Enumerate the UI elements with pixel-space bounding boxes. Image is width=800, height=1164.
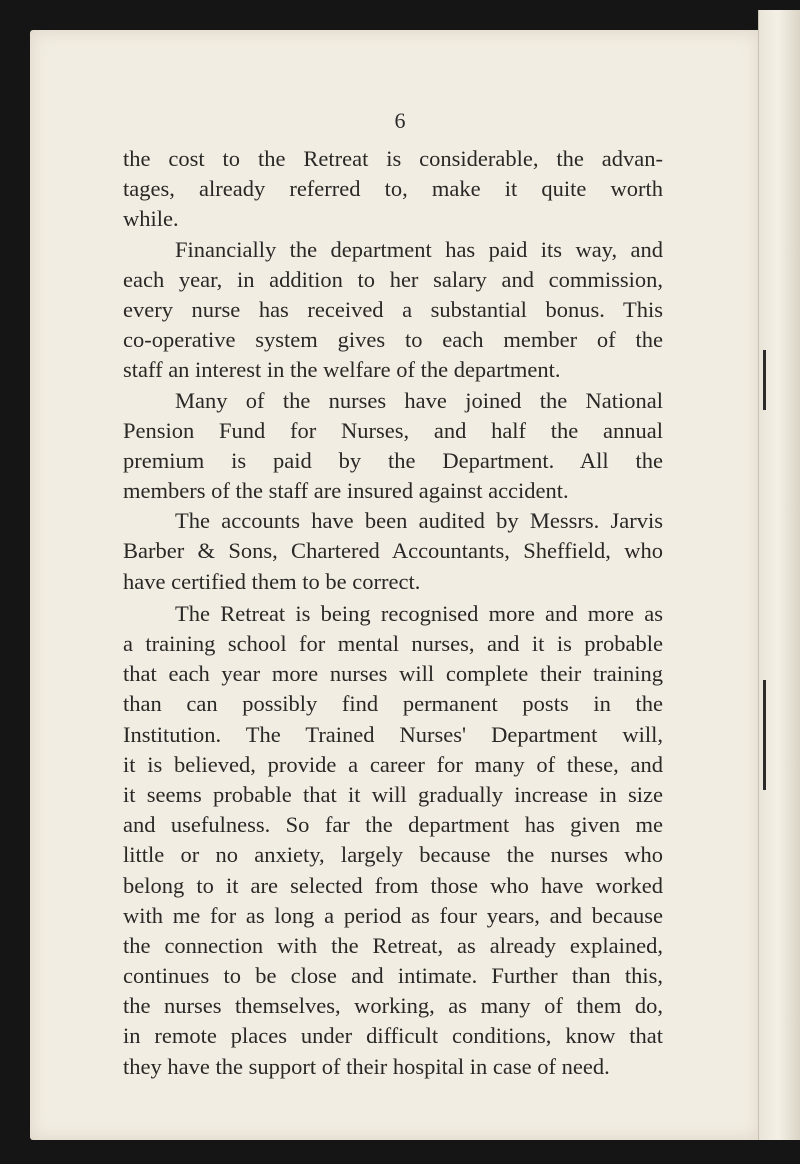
text-line: members of the staff are insured against accident. (123, 478, 569, 504)
text-line: the connection with the Retreat, as already explained, (123, 932, 663, 958)
text-line: premium is paid by the Department. All the (123, 447, 663, 473)
text-line: Financially the department has paid its way, and (175, 236, 663, 262)
edge-mark (763, 680, 766, 790)
body-text (123, 144, 663, 1082)
text-line: Institution. The Trained Nurses' Department will, (123, 721, 663, 747)
text-line: with me for as long a period as four years, and because (123, 902, 663, 928)
text-line: have certified them to be correct. (123, 568, 421, 594)
text-line: they have the support of their hospital in case of need. (123, 1053, 610, 1079)
page-edge (758, 10, 800, 1140)
text-line: that each year more nurses will complete their training (123, 661, 663, 687)
text-line: belong to it are selected from those who have worked (123, 872, 663, 898)
text-line: each year, in addition to her salary and commission, (123, 266, 663, 292)
text-line: tages, already referred to, make it quite worth (123, 176, 663, 202)
text-line: Many of the nurses have joined the National (175, 387, 663, 413)
text-line: and usefulness. So far the department has given me (123, 812, 663, 838)
text-line: Barber & Sons, Chartered Accountants, Sheffield, who (123, 538, 663, 564)
text-line: than can possibly find permanent posts in the (123, 691, 663, 717)
text-line: the nurses themselves, working, as many of them do, (123, 993, 663, 1019)
text-line: a training school for mental nurses, and it is probable (123, 631, 663, 656)
text-line: continues to be close and intimate. Further than this, (123, 963, 663, 989)
text-line: the cost to the Retreat is considerable, the advan- (123, 146, 663, 171)
edge-mark (763, 350, 766, 410)
text-line: it is believed, provide a career for many of these, and (123, 751, 663, 777)
text-line: while. (123, 206, 179, 232)
page-number: 6 (394, 108, 406, 133)
text-line: little or no anxiety, largely because the nurses who (123, 842, 663, 868)
text-line: The Retreat is being recognised more and more as (175, 600, 663, 626)
text-line: it seems probable that it will gradually increase in size (123, 781, 663, 807)
text-line: The accounts have been audited by Messrs. Jarvis (175, 508, 663, 534)
text-line: co-operative system gives to each member of the (123, 327, 663, 353)
text-line: staff an interest in the welfare of the department. (123, 357, 561, 383)
text-line: every nurse has received a substantial bonus. This (123, 296, 663, 322)
text-line: in remote places under difficult conditions, know that (123, 1023, 663, 1049)
text-line: Pension Fund for Nurses, and half the annual (123, 417, 663, 443)
